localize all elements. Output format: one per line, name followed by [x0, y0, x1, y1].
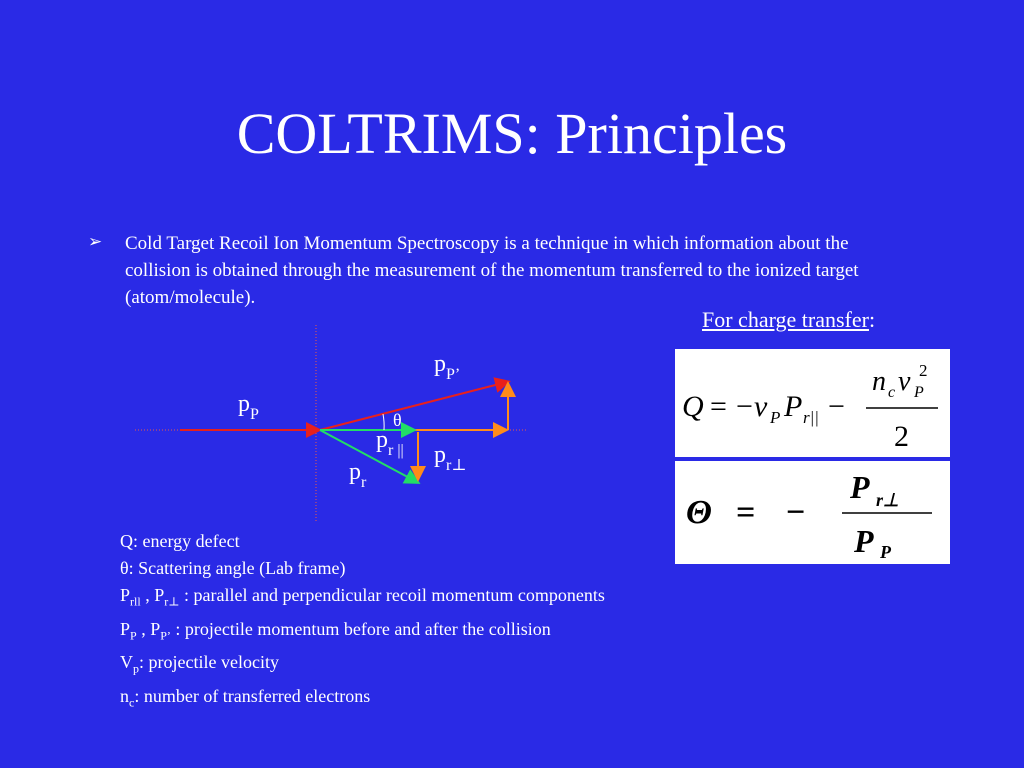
def-2-a: P [120, 585, 131, 605]
def-5-a-sub: c [129, 695, 135, 710]
def-4-rest: : projectile velocity [139, 652, 279, 673]
energy-defect-formula [675, 349, 950, 457]
slide-title: COLTRIMS: Principles [236, 101, 788, 166]
q-v2-sub: P [914, 384, 924, 401]
label-pr [349, 460, 366, 493]
def-2-a-sub: rll [130, 594, 141, 609]
bullet-text: Cold Target Recoil Ion Momentum Spectroscopy is a technique in which information about the collision is obtained through the measurement of the momentum transferred to the ionized target (atom/molecule). [125, 233, 859, 308]
label-pP [238, 392, 259, 425]
theta-symbol: Θ [686, 494, 712, 531]
charge-transfer-text: For charge transfer [702, 307, 869, 332]
definition-electrons [120, 683, 605, 717]
energy-defect-formula-svg [676, 350, 949, 456]
label-pP-prime [434, 352, 460, 385]
bullet-point [88, 230, 888, 311]
label-pr-sub: r [361, 473, 367, 491]
charge-transfer-colon: : [868, 307, 876, 332]
theta-numerator-sub: r⊥ [876, 490, 899, 510]
q-n: n [872, 366, 886, 397]
def-2-rest: : parallel and perpendicular recoil momentum components [179, 585, 605, 605]
momentum-diagram [120, 320, 540, 525]
definition-theta: θ: Scattering angle (Lab frame) [120, 558, 346, 578]
def-4-a-sub: p [133, 661, 139, 676]
definition-q: Q: energy defect [120, 531, 240, 551]
theta-numerator: P [850, 469, 870, 505]
def-3-a-sub: P [130, 628, 137, 643]
q-minus-2: − [828, 390, 845, 423]
label-pr-perp-main: p [434, 442, 446, 468]
theta-denominator: P [854, 523, 874, 559]
def-3-b-sub: P’ [160, 628, 171, 643]
q-v: v [754, 390, 768, 423]
q-v2: v [898, 366, 911, 397]
scattered-projectile-arrow [320, 382, 507, 430]
q-n-sub: c [888, 384, 896, 401]
q-v-sub: P [770, 408, 781, 427]
q-denominator: 2 [894, 420, 909, 453]
scattering-angle-formula [675, 461, 950, 564]
label-pr-perp-sub: r⊥ [446, 456, 467, 474]
def-2-b: , P [140, 585, 165, 605]
def-3-rest: : projectile momentum before and after the collision [170, 618, 551, 639]
definitions-list [120, 528, 605, 716]
def-4-a: V [120, 652, 133, 673]
theta-equals: = [736, 494, 756, 531]
q-P-sub: r|| [803, 408, 819, 427]
theta-denominator-sub: P [880, 542, 891, 562]
bullet-arrow-icon: ➢ [88, 232, 103, 251]
def-3-a: P [120, 618, 131, 639]
definition-projectile-momentum [120, 616, 605, 650]
def-5-rest: : number of transferred electrons [134, 685, 371, 706]
q-symbol: Q [682, 390, 704, 423]
label-pP-main: p [238, 391, 250, 417]
def-3-b: , P [136, 618, 161, 639]
q-P: P [784, 390, 803, 423]
label-pr-perp [434, 443, 466, 476]
label-pr-parallel-main: p [376, 427, 388, 453]
label-pP-prime-sub: P’ [446, 365, 461, 383]
label-pP-sub: P [250, 405, 259, 423]
def-5-a: n [120, 685, 129, 706]
definition-velocity [120, 649, 605, 683]
q-equals: = [710, 390, 727, 423]
label-theta: θ [393, 410, 402, 430]
label-pP-prime-main: p [434, 351, 446, 377]
q-v2-sup: 2 [919, 361, 928, 380]
label-pr-parallel [376, 428, 404, 461]
q-minus: − [736, 390, 753, 423]
charge-transfer-label [702, 305, 875, 335]
label-pr-parallel-sub: r || [388, 441, 404, 459]
def-2-b-sub: r⊥ [164, 594, 180, 609]
label-pr-main: p [349, 459, 361, 485]
theta-minus: − [786, 494, 806, 531]
definition-recoil-components [120, 582, 605, 616]
scattering-angle-formula-svg [676, 462, 949, 563]
